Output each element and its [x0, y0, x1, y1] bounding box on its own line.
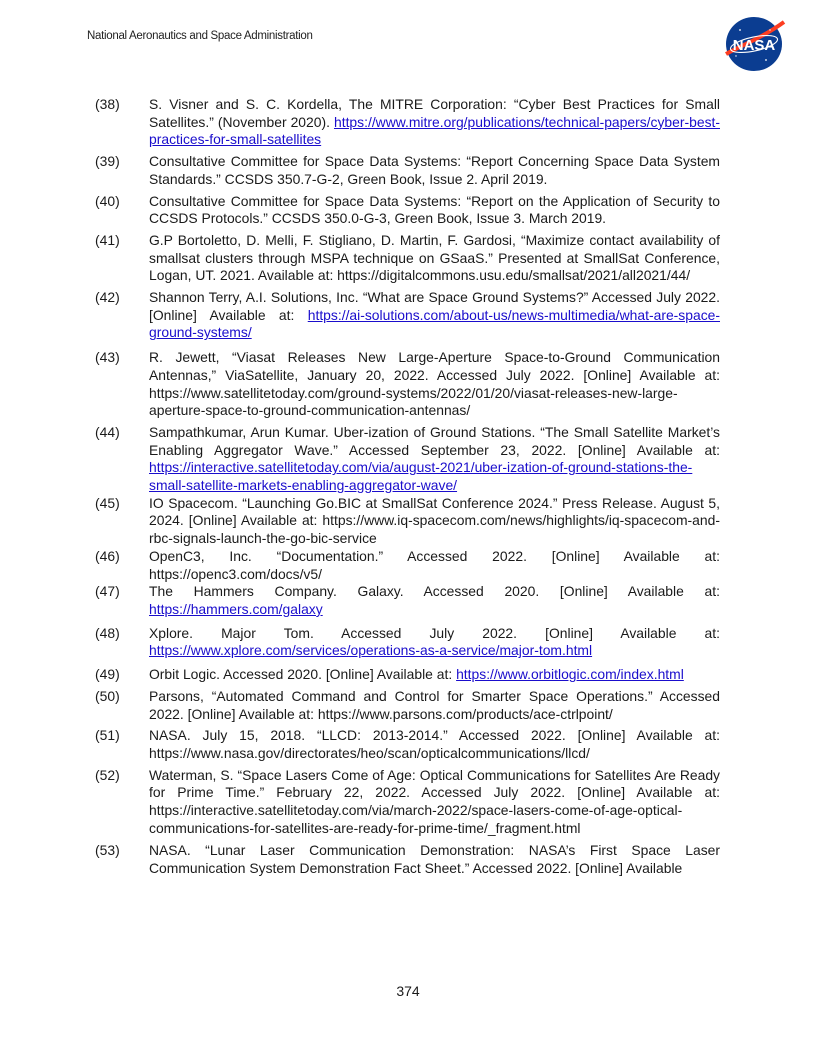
reference-item: [95, 349, 720, 420]
header-agency-name: National Aeronautics and Space Administration: [87, 30, 313, 42]
nasa-logo-text: NASA: [732, 37, 776, 54]
reference-number: (45): [95, 494, 120, 511]
reference-body: NASA. July 15, 2018. “LLCD: 2013-2014.” Accessed 2022. [Online] Available at: https://www.nasa.gov/directorates/heo/scan/opticalcommunications/llcd/: [149, 727, 720, 761]
reference-text: [149, 232, 720, 285]
reference-body: OpenC3, Inc. “Documentation.” Accessed 2022. [Online] Available at: https://openc3.com/docs/v5/: [149, 547, 720, 582]
reference-text: [149, 424, 720, 495]
reference-item: [95, 767, 720, 838]
reference-body: R. Jewett, “Viasat Releases New Large-Aperture Space-to-Ground Communication Antennas,” ViaSatellite, January 20, 2022. Accessed July 2022. [Online] Available at: https://www.satellitetoday.com/ground-systems/2022/01/20/viasat-releases-new-large-aperture-space-to-ground-communication-antennas/: [149, 349, 720, 419]
reference-body: Orbit Logic. Accessed 2020. [Online] Available at:: [149, 666, 457, 683]
reference-number: (53): [95, 842, 120, 859]
reference-body: G.P Bortoletto, D. Melli, F. Stigliano, D. Martin, F. Gardosi, “Maximize contact availability of smallsat clusters through MSPA technique on GSaaS.” Presented at SmallSat Conference, Logan, UT. 2021. Available at: https://digitalcommons.usu.edu/smallsat/2021/all2021/44/: [149, 231, 720, 284]
reference-body: S. Visner and S. C. Kordella, The MITRE Corporation: “Cyber Best Practices for Small Satellites.” (November 2020).: [149, 96, 720, 130]
reference-number: (48): [95, 624, 120, 641]
reference-item: [95, 583, 720, 618]
reference-number: (47): [95, 583, 120, 600]
reference-body: Shannon Terry, A.I. Solutions, Inc. “What are Space Ground Systems?” Accessed July 2022. [Online] Available at:: [149, 289, 720, 323]
reference-text: [149, 666, 720, 684]
reference-number: (43): [95, 349, 120, 366]
reference-text: [149, 289, 720, 342]
reference-item: [95, 666, 720, 684]
reference-link[interactable]: https://hammers.com/galaxy: [149, 600, 323, 617]
reference-body: IO Spacecom. “Launching Go.BIC at SmallSat Conference 2024.” Press Release. August 5, 2024. [Online] Available at: https://www.iq-spacecom.com/news/highlights/iq-spacecom-and-rbc-signals-launch-the-go-bic-service: [149, 494, 720, 547]
reference-item: [95, 842, 720, 877]
reference-number: (41): [95, 231, 120, 248]
reference-text: [149, 193, 720, 228]
reference-item: [95, 625, 720, 660]
reference-item: [95, 289, 720, 342]
reference-item: [95, 688, 720, 723]
reference-text: [149, 767, 720, 838]
reference-body: NASA. “Lunar Laser Communication Demonstration: NASA’s First Space Laser Communication System Demonstration Fact Sheet.” Accessed 2022. [Online] Available: [149, 842, 720, 877]
reference-link[interactable]: https://ai-solutions.com/about-us/news-multimedia/what-are-space-ground-systems/: [149, 306, 720, 341]
reference-item: [95, 495, 720, 548]
reference-number: (40): [95, 192, 120, 209]
reference-body: Waterman, S. “Space Lasers Come of Age: Optical Communications for Satellites Are Ready for Prime Time.” February 22, 2022. Accessed July 2022. [Online] Available at: https://interactive.satellitetoday.com/via/march-2022/space-lasers-come-of-age-optical-communications-for-satellites-are-ready-for-prime-time/_fragment.html: [149, 766, 720, 836]
reference-item: [95, 153, 720, 188]
reference-number: (38): [95, 96, 120, 112]
reference-link[interactable]: https://interactive.satellitetoday.com/via/august-2021/uber-ization-of-ground-stations-the-small-satellite-markets-enabling-aggregator-wave/: [149, 459, 693, 494]
reference-text: [149, 495, 720, 548]
reference-item: [95, 193, 720, 228]
reference-number: (42): [95, 289, 120, 306]
reference-number: (39): [95, 153, 120, 170]
reference-item: [95, 548, 720, 583]
reference-text: [149, 625, 720, 660]
reference-number: (51): [95, 727, 120, 744]
reference-link[interactable]: https://www.xplore.com/services/operations-as-a-service/major-tom.html: [149, 642, 593, 659]
reference-body: Xplore. Major Tom. Accessed July 2022. [Online] Available at:: [149, 624, 720, 641]
page-number: 374: [396, 983, 420, 999]
reference-number: (52): [95, 766, 120, 783]
reference-text: [149, 842, 720, 877]
reference-list: [95, 96, 720, 878]
reference-link[interactable]: https://www.orbitlogic.com/index.html: [456, 666, 684, 683]
reference-text: [149, 349, 720, 420]
reference-text: [149, 548, 720, 583]
reference-text: [149, 153, 720, 188]
reference-number: (46): [95, 547, 120, 564]
reference-number: (49): [95, 666, 120, 683]
reference-body: Consultative Committee for Space Data Systems: “Report on the Application of Security to CCSDS Protocols.” CCSDS 350.0-G-3, Green Book, Issue 3. March 2019.: [149, 192, 720, 227]
reference-number: (44): [95, 423, 120, 440]
reference-text: [149, 583, 720, 618]
reference-item: [95, 232, 720, 285]
reference-body: Sampathkumar, Arun Kumar. Uber-ization of Ground Stations. “The Small Satellite Market’s Enabling Aggregator Wave.” Accessed September 23, 2022. [Online] Available at:: [149, 423, 720, 458]
reference-link[interactable]: https://www.mitre.org/publications/technical-papers/cyber-best-practices-for-small-satellites: [149, 113, 720, 148]
reference-item: [95, 96, 720, 149]
nasa-logo: [722, 16, 786, 72]
reference-text: [149, 688, 720, 723]
reference-body: Consultative Committee for Space Data Systems: “Report Concerning Space Data System Standards.” CCSDS 350.7-G-2, Green Book, Issue 2. April 2019.: [149, 153, 720, 187]
reference-text: [149, 96, 720, 149]
reference-text: [149, 727, 720, 762]
reference-number: (50): [95, 687, 120, 704]
reference-body: The Hammers Company. Galaxy. Accessed 2020. [Online] Available at:: [149, 583, 720, 600]
reference-item: [95, 727, 720, 762]
reference-item: [95, 424, 720, 495]
reference-body: Parsons, “Automated Command and Control for Smarter Space Operations.” Accessed 2022. [Online] Available at: https://www.parsons.com/products/ace-ctrlpoint/: [149, 687, 720, 722]
